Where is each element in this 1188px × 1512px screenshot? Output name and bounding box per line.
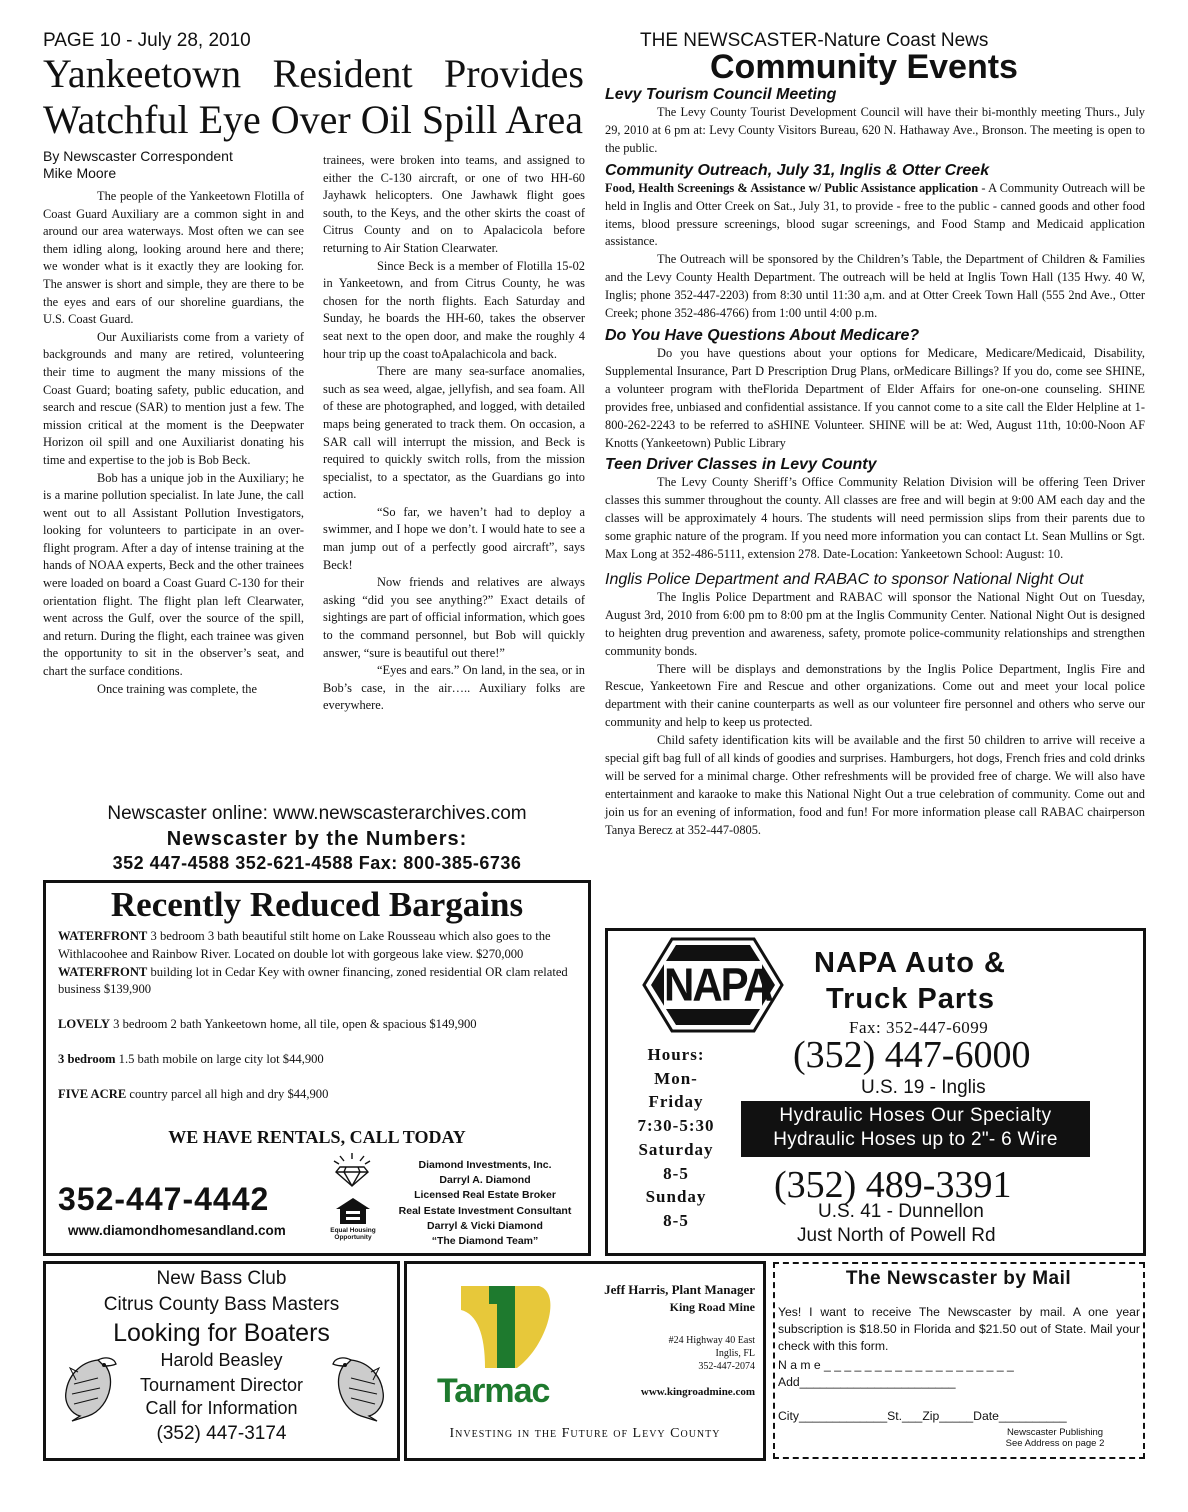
- mail-title: The Newscaster by Mail: [845, 1268, 1072, 1289]
- article-text: trainees, were broken into teams, and assigned to either the C-130 aircraft, or one of two HH-60 Jayhawk helicopters. One Jawhawk flight goes south, to the Keys, and the other skirts the coast of Citrus County and on to Apalacicola before returning to Air Station Clearwater.: [323, 153, 585, 255]
- napa-location-dunnellon: U.S. 41 - Dunnellon: [818, 1201, 984, 1222]
- napa-title-1: NAPA Auto &: [814, 947, 1006, 979]
- napa-location-note: Just North of Powell Rd: [797, 1225, 996, 1246]
- online-link[interactable]: Newscaster online: www.newscasterarchives.com: [107, 803, 527, 824]
- event-text: The Levy County Tourist Development Council will have their bi-monthly meeting Thurs., July 29, 2010 at 6 pm at: Levy County Visitors Bureau, 620 N. Hathaway Ave., Bronson. The meeting is open to the public.: [605, 105, 1145, 155]
- event-text: The Inglis Police Department and RABAC will sponsor the National Night Out on Tuesday, August 3rd, 2010 from 6:00 pm to 8:00 pm at the Inglis Community Center. National Night Out is designed to heighten drug prevention and awareness, safety, promote police-community relationships and strengthen community bonds.: [605, 589, 1145, 658]
- article-paragraph: [323, 363, 585, 504]
- mail-city-field[interactable]: City_____________St.___Zip_____Date__________: [778, 1409, 1067, 1423]
- tarmac-manager: Jeff Harris, Plant Manager: [604, 1282, 755, 1297]
- article-text: The people of the Yankeetown Flotilla of Coast Guard Auxiliary are a common sight in and around our area waterways. Most often we can see them idling along, looking around here and there; we wonder what is it exactly they are looking for. The answer is short and simple, they are there to be the eyes and ears of our shoreline guardians, the U.S. Coast Guard.: [43, 189, 304, 327]
- bargain-item-label: LOVELY: [58, 1017, 111, 1032]
- tarmac-website[interactable]: www.kingroadmine.com: [640, 1386, 755, 1398]
- article-paragraph: [43, 329, 304, 470]
- bass-club-line: Citrus County Bass Masters: [103, 1294, 340, 1315]
- napa-ad: [605, 928, 1146, 1256]
- bargain-item-text: building lot in Cedar Key with owner financing, zoned residential OR clam related business $139,900: [58, 964, 568, 997]
- bargain-item-label: WATERFRONT: [58, 964, 148, 979]
- article-paragraph: [43, 188, 304, 329]
- hours-line: Saturday: [638, 1139, 714, 1159]
- napa-location-inglis: U.S. 19 - Inglis: [861, 1077, 986, 1098]
- event-text: Child safety identification kits will be available and the first 50 children to arrive will receive a special gift bag full of all kinds of goodies and surprises. Hamburgers, hot dogs, French fries and cold drinks will be served for a minimal charge. Other refreshments will be provided free of charge. We will also have entertainment and karaoke to make this National Night Out a true celebration of community. Come out and join us for an evening of information, food and fun! For more information please call RABAC chairperson Tanya Berecz at 352-447-0805.: [605, 733, 1145, 837]
- article-byline: By Newscaster Correspondent Mike Moore: [43, 148, 233, 181]
- napa-fax: Fax: 352-447-6099: [849, 1018, 989, 1037]
- numbers-line: 352 447-4588 352-621-4588 Fax: 800-385-6736: [112, 853, 522, 873]
- event-text: Do you have questions about your options for Medicare, Medicare/Medicaid, Disability, Supplemental Insurance, Part D Prescription Drug Plans, orMedicare Billings? If you do, come see SHINE, a volunteer program with theFlorida Department of Elder Affairs for one-on-one counseling. SHINE provides free, unbiased and confidential assistance. If you cannot come to a site call the Elder Helpline at 1-800-262-2243 to be referred to aSHINE Volunteer. SHINE will be at: Wed, August 11th, 10:00-Noon AF Knotts (Yankeetown) Public Library: [605, 345, 1145, 450]
- article-text: Bob has a unique job in the Auxiliary; he is a marine pollution specialist. In late June, the call went out to all Assistant Pollution Investigators, looking for volunteers to participate in an over-flight program. After a day of intense training at the hands of NOAA experts, Beck and the other trainees were loaded on board a Coast Guard C-130 for their orientation flight. The flight plan left Clearwater, went across the Gulf, over the source of the spill, and return. During the flight, each trainee was given the opportunity to sit in the observer’s seat, and chart the surface conditions.: [43, 470, 304, 679]
- article-paragraph: [323, 258, 585, 364]
- hours-line: Mon-: [654, 1068, 698, 1088]
- bass-club-line: Harold Beasley: [160, 1350, 283, 1370]
- event-heading: Community Outreach, July 31, Inglis & Otter Creek: [605, 161, 990, 179]
- mail-body: Yes! I want to receive The Newscaster by mail. A one year subscription is $18.50 in Florida and $21.50 out of State. Mail your check with this form.: [778, 1305, 1140, 1353]
- tarmac-logo-icon: [459, 1284, 555, 1368]
- diamond-icon: [332, 1153, 372, 1187]
- bargain-item-label: 3 bedroom: [58, 1051, 116, 1066]
- event-paragraph: [605, 589, 1145, 661]
- event-paragraph: [605, 104, 1145, 158]
- event-paragraph: [605, 180, 1145, 252]
- numbers-title: Newscaster by the Numbers:: [166, 828, 468, 850]
- bargain-item: [58, 1016, 580, 1034]
- tarmac-address: #24 Highway 40 East Inglis, FL 352-447-2074: [668, 1335, 755, 1372]
- mail-subscription-form: [773, 1262, 1145, 1459]
- event-paragraph: [605, 661, 1145, 733]
- event-paragraph: [605, 732, 1145, 839]
- tarmac-mine: King Road Mine: [669, 1300, 755, 1314]
- article-paragraph: [43, 681, 304, 699]
- broker-info-line: Licensed Real Estate Broker: [414, 1189, 556, 1202]
- bargains-title: Recently Reduced Bargains: [110, 885, 524, 924]
- hours-line: 8-5: [663, 1163, 689, 1183]
- event-paragraph: [605, 251, 1145, 323]
- event-text: The Outreach will be sponsored by the Children’s Table, the Department of Children & Families and the Levy County Health Department. The outreach will be held at Inglis Town Hall (135 Hwy. 40 W, Inglis; phone 352-447-2203) from 8:30 until 11:30 a,m. and at Otter Creek Town Hall (555 2nd Ave., Otter Creek; phone 352-486-4766) from 1:00 until 4:00 p.m.: [605, 252, 1145, 321]
- bargain-item-text: 3 bedroom 3 bath beautiful stilt home on Lake Rousseau which also goes to the Withlacoohee and Rainbow River. Located on double lot with gorgeous lake view. $270,000: [58, 929, 551, 961]
- article-paragraph: [323, 574, 585, 662]
- article-text: Our Auxiliarists come from a variety of backgrounds and many are retired, volunteering their time to augment the many missions of the Coast Guard; boating safety, public education, and search and rescue (SAR) to mention just a few. The mission critical at the moment is the Deepwater Horizon oil spill and one Auxiliarist donating his time and expertise to the job is Bob Beck.: [43, 329, 304, 467]
- equal-housing-icon: [335, 1197, 371, 1225]
- event-heading: Levy Tourism Council Meeting: [605, 86, 837, 103]
- bass-club-line: New Bass Club: [156, 1268, 287, 1289]
- bargains-ad: [43, 880, 591, 1256]
- event-paragraph: [605, 345, 1145, 452]
- bargain-item: [58, 964, 580, 1000]
- event-lead: Food, Health Screenings & Assistance w/ Public Assistance application: [605, 180, 979, 195]
- event-text: - A Community Outreach will be held in Inglis and Otter Creek on Sat., July 31, to provide - free to the public - canned goods and other food items, blood pressure screenings, blood sugar screenings, and Food Stamp and Medicaid application assistance.: [605, 180, 1146, 249]
- article-column-1: [43, 188, 304, 698]
- mail-address-field[interactable]: Add_______________________: [778, 1375, 956, 1389]
- bargains-phone[interactable]: 352-447-4442: [58, 1181, 270, 1217]
- hours-line: 7:30-5:30: [637, 1116, 715, 1136]
- napa-hours: [628, 1043, 724, 1233]
- hours-line: Sunday: [645, 1187, 707, 1207]
- mail-publisher: Newscaster Publishing See Address on page 2: [1005, 1427, 1105, 1449]
- bass-club-line: Looking for Boaters: [113, 1319, 330, 1347]
- napa-phone-inglis[interactable]: (352) 447-6000: [793, 1034, 1031, 1076]
- bargains-website[interactable]: www.diamondhomesandland.com: [68, 1223, 286, 1238]
- event-heading: Inglis Police Department and RABAC to sponsor National Night Out: [605, 570, 1084, 588]
- hours-line: Friday: [648, 1092, 704, 1112]
- event-text: The Levy County Sheriff’s Office Community Relation Division will be offering Teen Driver classes this summer throughout the county. All classes are free and will begin at 9:00 AM each day and the classes will be approximately 4 hours. The students will need permission slips from their parents due to some graphic nature of the program. If you need more information you can contact Lt. Sean Mullins or Sgt. Max Long at 352-486-5111, extension 278. Date-Location: Yankeetown School: August: 10.: [605, 475, 1145, 562]
- article-paragraph: [323, 662, 585, 715]
- bass-fish-icon-right: [331, 1354, 391, 1422]
- equal-housing-label: Equal Housing Opportunity: [330, 1227, 376, 1241]
- bass-club-line: Call for Information: [145, 1398, 298, 1418]
- bargain-item-label: FIVE ACRE: [58, 1086, 127, 1101]
- article-text: “Eyes and ears.” On land, in the sea, or in Bob’s case, in the air….. Auxiliary folks are everywhere.: [323, 663, 585, 713]
- bargain-item: [58, 928, 580, 964]
- bargain-item-text: country parcel all high and dry $44,900: [126, 1086, 329, 1101]
- broker-info-line: “The Diamond Team”: [431, 1235, 539, 1248]
- bass-fish-icon-left: [58, 1354, 118, 1422]
- events-title: Community Events: [710, 48, 1018, 86]
- page-header-right: THE NEWSCASTER-Nature Coast News: [640, 30, 989, 51]
- article-paragraph: [323, 504, 585, 574]
- bargain-item-text: 1.5 bath mobile on large city lot $44,900: [115, 1051, 324, 1066]
- article-paragraph: [43, 470, 304, 681]
- mail-name-field[interactable]: N a m e _ _ _ _ _ _ _ _ _ _ _ _ _ _ _ _ _ _ _: [778, 1358, 1014, 1372]
- bass-club-ad: [43, 1261, 400, 1461]
- tarmac-logo-text: Tarmac: [437, 1372, 550, 1410]
- article-paragraph: [323, 152, 585, 258]
- article-title-line1: Yankeetown Resident Provides: [43, 51, 584, 96]
- broker-info: [380, 1158, 590, 1249]
- bargain-listing: [58, 928, 580, 1104]
- hours-line: Hours:: [647, 1045, 705, 1064]
- article-title-line2: Watchful Eye Over Oil Spill Area: [43, 97, 583, 142]
- broker-info-line: Darryl & Vicki Diamond: [427, 1219, 543, 1232]
- bargain-item-label: WATERFRONT: [58, 929, 148, 943]
- hours-line: 8-5: [663, 1210, 689, 1230]
- bass-club-line: Tournament Director: [139, 1375, 304, 1395]
- hydraulic-banner: Hydraulic Hoses Our Specialty Hydraulic Hoses up to 2"- 6 Wire: [741, 1101, 1090, 1157]
- napa-phone-dunnellon[interactable]: (352) 489-3391: [774, 1164, 1012, 1206]
- article-text: Once training was complete, the: [97, 681, 257, 696]
- page-header-left: PAGE 10 - July 28, 2010: [43, 30, 251, 51]
- rentals-banner: WE HAVE RENTALS, CALL TODAY: [168, 1127, 466, 1147]
- community-events: [605, 82, 1145, 840]
- article-text: Now friends and relatives are always asking “did you see anything?” Exact details of sightings are part of official information, which goes to the command personnel, but Bob will quickly answer, “sure is beautiful out there!”: [323, 575, 585, 660]
- article-text: Since Beck is a member of Flotilla 15-02 in Yankeetown, and from Citrus County, he was chosen for the north flights. Each Saturday and Sunday, he boards the HH-60, takes the observer seat next to the open door, and make the roughly 4 hour trip up the coast toApalachicola and back.: [323, 258, 585, 361]
- bargain-item-text: 3 bedroom 2 bath Yankeetown home, all tile, open & spacious $149,900: [110, 1017, 477, 1032]
- napa-title-2: Truck Parts: [826, 983, 995, 1015]
- tarmac-tagline: Investing in the Future of Levy County: [449, 1426, 721, 1441]
- bargain-item: [58, 1051, 580, 1069]
- bargain-item: [58, 1086, 580, 1104]
- broker-info-line: Diamond Investments, Inc.: [418, 1159, 552, 1171]
- bass-club-line: (352) 447-3174: [156, 1423, 287, 1444]
- event-heading: Teen Driver Classes in Levy County: [605, 456, 877, 474]
- event-paragraph: [605, 474, 1145, 564]
- broker-info-line: Real Estate Investment Consultant: [398, 1204, 572, 1217]
- event-heading: Do You Have Questions About Medicare?: [605, 326, 920, 344]
- article-text: “So far, we haven’t had to deploy a swimmer, and I hope we don’t. I would hate to see a man jump out of a perfectly good aircraft”, says Beck!: [323, 504, 585, 572]
- event-text: There will be displays and demonstrations by the Inglis Police Department, Inglis Fire and Rescue, Yankeetown Fire and Rescue and other organizations. Come out and meet your local police department with their canine counterparts as well as our volunteer fire personnel and others who serve our community and help to keep us protected.: [605, 661, 1145, 730]
- napa-logo: NAPA: [642, 937, 784, 1033]
- article-text: There are many sea-surface anomalies, such as sea weed, algae, jellyfish, and sea foam. All of these are photographed, and logged, with detailed maps being generated to track them. On occasion, a SAR call will interrupt the mission, and Beck is required to quickly switch rolls, from the mission specialist, to a spectator, as the Guardians go into action.: [323, 364, 585, 502]
- broker-info-line: Darryl A. Diamond: [439, 1174, 531, 1187]
- tarmac-ad: [404, 1261, 766, 1461]
- article-column-2: [323, 152, 585, 715]
